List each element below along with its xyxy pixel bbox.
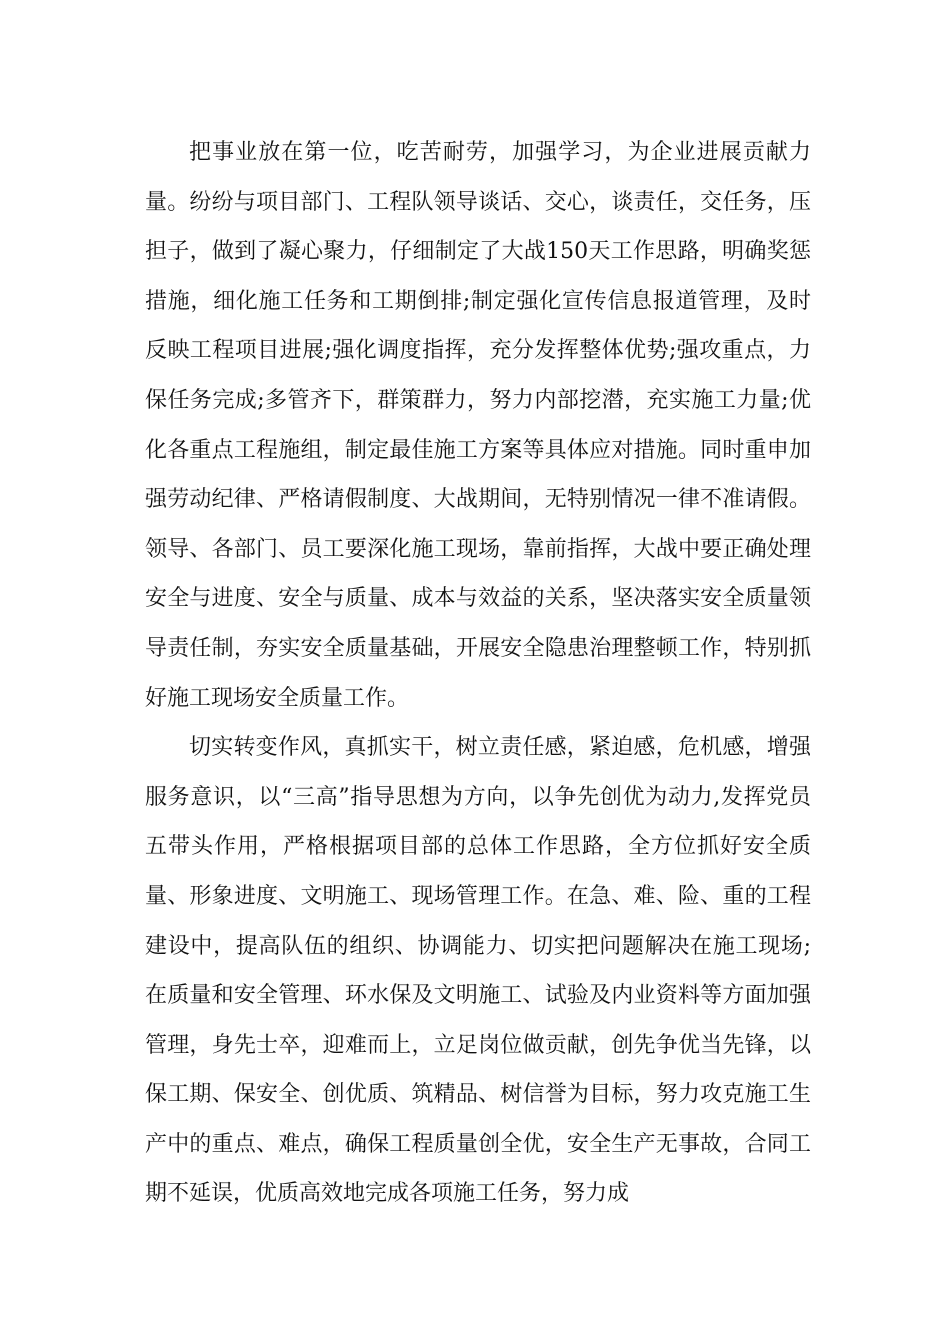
document-body xyxy=(145,128,811,1219)
paragraph-1: 把事业放在第一位，吃苦耐劳，加强学习，为企业进展贡献力量。纷纷与项目部门、工程队领导谈话、交心，谈责任，交任务，压担子，做到了凝心聚力，仔细制定了大战150天工作思路，明确奖惩措施，细化施工任务和工期倒排;制定强化宣传信息报道管理，及时反映工程项目进展;强化调度指挥，充分发挥整体优势;强攻重点，力保任务完成;多管齐下，群策群力，努力内部挖潜，充实施工力量;优化各重点工程施组，制定最佳施工方案等具体应对措施。同时重申加强劳动纪律、严格请假制度、大战期间，无特别情况一律不准请假。领导、各部门、员工要深化施工现场，靠前指挥，大战中要正确处理安全与进度、安全与质量、成本与效益的关系，坚决落实安全质量领导责任制，夯实安全质量基础，开展安全隐患治理整顿工作，特别抓好施工现场安全质量工作。 xyxy=(145,140,811,711)
paragraph-2: 切实转变作风，真抓实干，树立责任感，紧迫感，危机感，增强服务意识，以“三高”指导思想为方向，以争先创优为动力,发挥党员五带头作用，严格根据项目部的总体工作思路，全方位抓好安全质量、形象进度、文明施工、现场管理工作。在急、难、险、重的工程建设中，提高队伍的组织、协调能力、切实把问题解决在施工现场;在质量和安全管理、环水保及文明施工、试验及内业资料等方面加强管理，身先士卒，迎难而上，立足岗位做贡献，创先争优当先锋，以保工期、保安全、创优质、筑精品、树信誉为目标，努力攻克施工生产中的重点、难点，确保工程质量创全优，安全生产无事故，合同工期不延误，优质高效地完成各项施工任务，努力成 xyxy=(145,735,811,1207)
